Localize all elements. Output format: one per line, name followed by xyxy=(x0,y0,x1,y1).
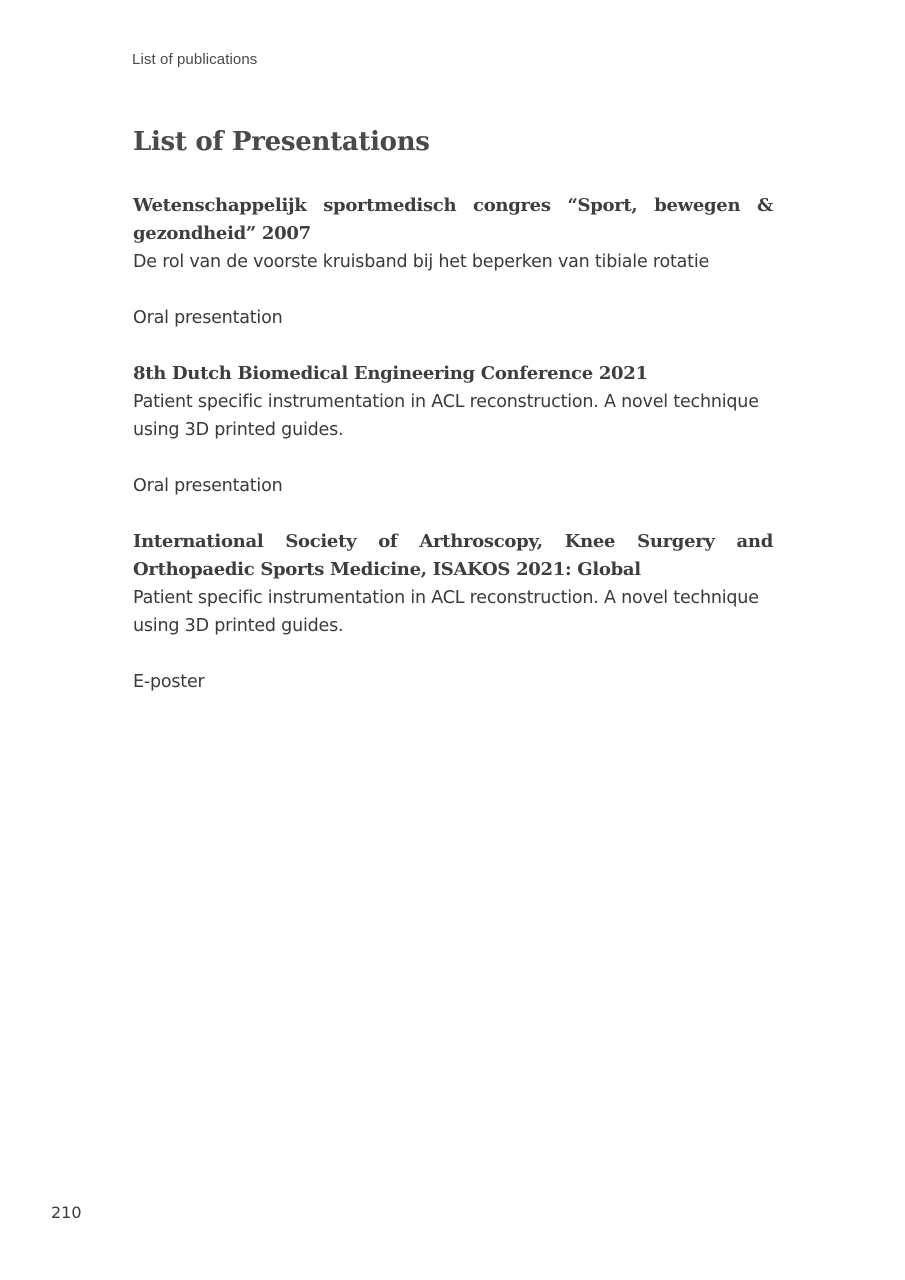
presentation-entry xyxy=(133,528,773,696)
page-number: 210 xyxy=(51,1203,82,1222)
presentation-entry xyxy=(133,360,773,500)
presentation-title: Patient specific instrumentation in ACL reconstruction. A novel technique using 3D printed guides. xyxy=(133,392,759,440)
presentation-type: Oral presentation xyxy=(133,308,283,328)
presentation-entry xyxy=(133,192,773,332)
main-content xyxy=(133,124,773,724)
page-title: List of Presentations xyxy=(133,127,430,157)
presentation-title: De rol van de voorste kruisband bij het beperken van tibiale rotatie xyxy=(133,252,710,272)
presentation-conference: Wetenschappelijk sportmedisch congres “Sport, bewegen & gezondheid” 2007 xyxy=(133,195,773,244)
presentation-title: Patient specific instrumentation in ACL reconstruction. A novel technique using 3D printed guides. xyxy=(133,588,759,636)
presentation-type: Oral presentation xyxy=(133,476,283,496)
presentation-conference: 8th Dutch Biomedical Engineering Conference 2021 xyxy=(133,363,648,384)
presentation-conference: International Society of Arthroscopy, Knee Surgery and Orthopaedic Sports Medicine, ISAKOS 2021: Global xyxy=(133,531,773,580)
presentation-type: E-poster xyxy=(133,672,205,692)
running-header: List of publications xyxy=(132,51,258,68)
